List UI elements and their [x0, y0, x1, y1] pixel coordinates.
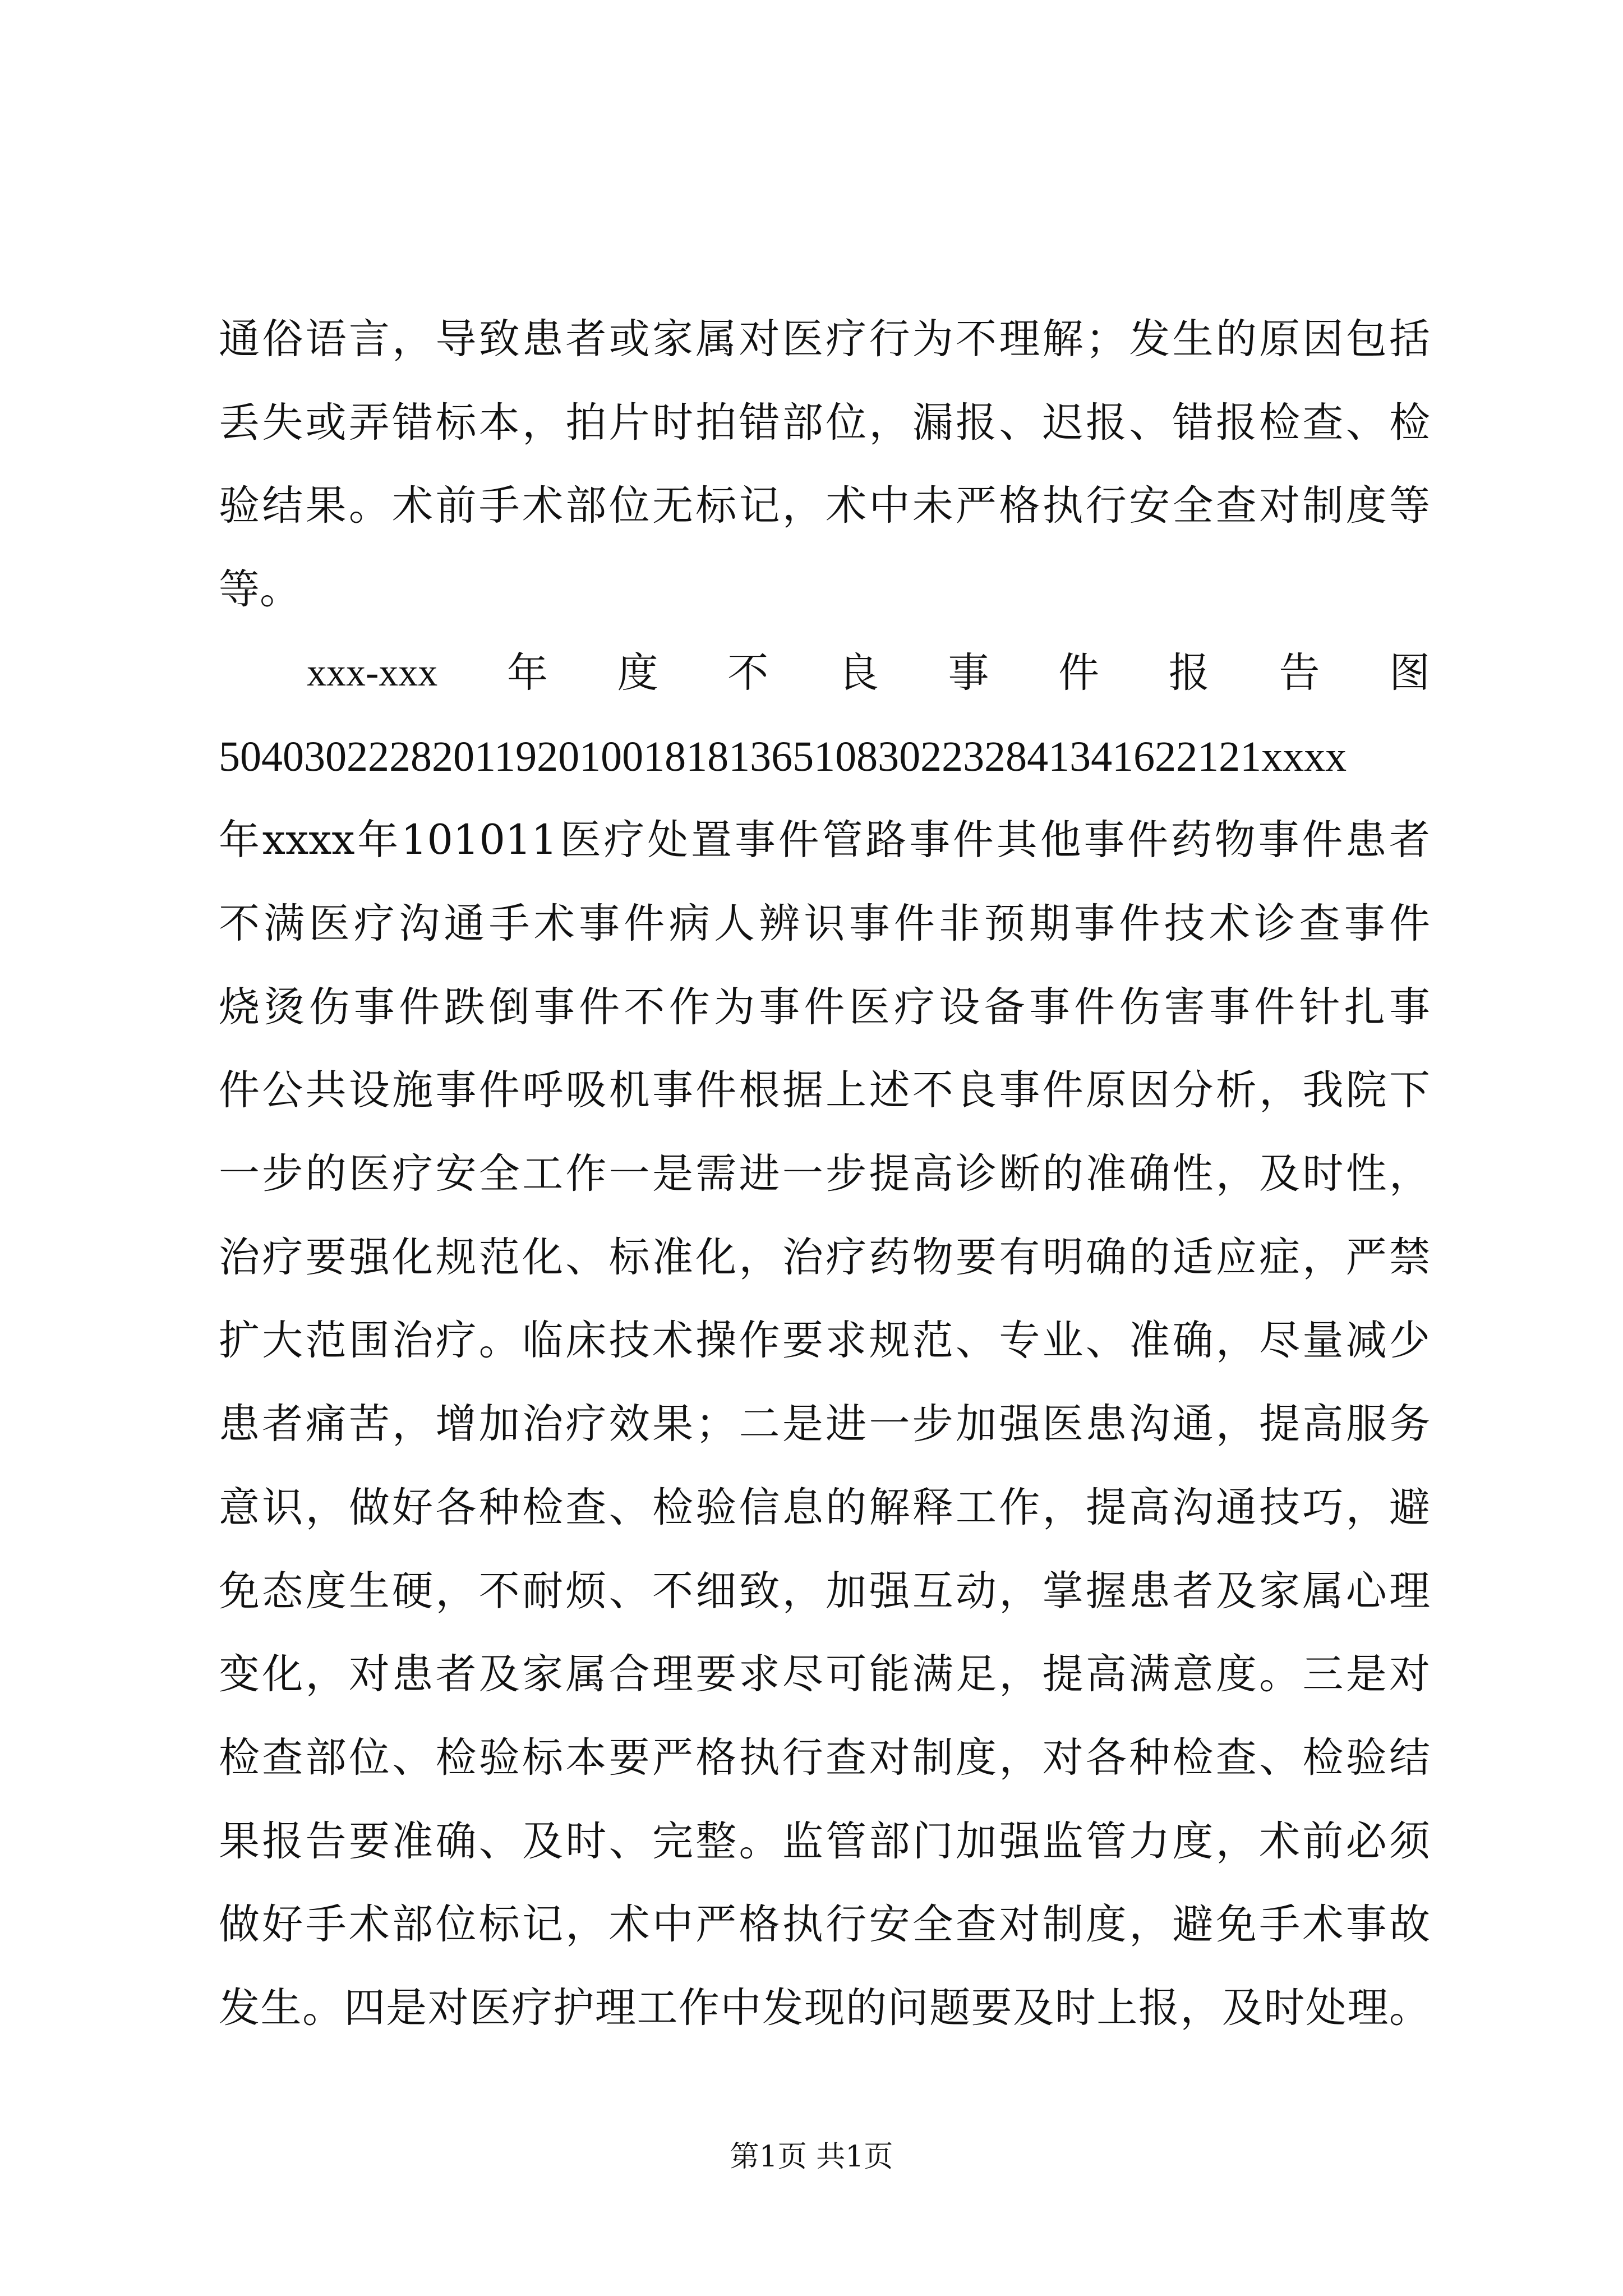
paragraph-line: 意识，做好各种检查、检验信息的解释工作，提高沟通技巧，避	[219, 1483, 1430, 1531]
paragraph-line: 丢失或弄错标本，拍片时拍错部位，漏报、迟报、错报检查、检	[219, 398, 1430, 447]
paragraph-line: 变化，对患者及家属合理要求尽可能满足，提高满意度。三是对	[219, 1650, 1430, 1699]
paragraph-line: 检查部位、检验标本要严格执行查对制度，对各种检查、检验结	[219, 1733, 1430, 1782]
paragraph-line: 一步的医疗安全工作一是需进一步提高诊断的准确性，及时性，	[219, 1150, 1430, 1198]
paragraph-line: 发生。四是对医疗护理工作中发现的问题要及时上报，及时处理。	[219, 1984, 1430, 2032]
chart-title-char: 事	[948, 648, 989, 697]
chart-title-char: 年	[506, 648, 548, 697]
chart-residue-digits: 5040302228201192010018181365108302232841341622121xxxx	[219, 733, 1347, 780]
paragraph-line: 等。	[219, 565, 301, 614]
chart-title-char: 件	[1058, 648, 1100, 697]
paragraph-line: 不满医疗沟通手术事件病人辨识事件非预期事件技术诊查事件	[219, 899, 1430, 947]
chart-title-char: 告	[1279, 648, 1320, 697]
paragraph-line: 验结果。术前手术部位无标记，术中未严格执行安全查对制度等	[219, 482, 1430, 530]
paragraph-line: 患者痛苦，增加治疗效果；二是进一步加强医患沟通，提高服务	[219, 1400, 1430, 1448]
chart-title-char: 图	[1389, 648, 1430, 697]
chart-title-char: 不	[727, 648, 769, 697]
paragraph-line: 免态度生硬，不耐烦、不细致，加强互动，掌握患者及家属心理	[219, 1567, 1430, 1615]
chart-title	[219, 632, 1430, 715]
paragraph-line: 做好手术部位标记，术中严格执行安全查对制度，避免手术事故	[219, 1901, 1430, 1949]
paragraph-line: 年xxxx年101011医疗处置事件管路事件其他事件药物事件患者	[219, 816, 1430, 864]
chart-title-char: 报	[1168, 648, 1210, 697]
page-footer: 第1页 共1页	[730, 2140, 893, 2174]
paragraph-line: 烧烫伤事件跌倒事件不作为事件医疗设备事件伤害事件针扎事	[219, 983, 1430, 1031]
chart-title-char: 良	[837, 648, 879, 697]
paragraph-line: 治疗要强化规范化、标准化，治疗药物要有明确的适应症，严禁	[219, 1233, 1430, 1281]
paragraph-line: 通俗语言，导致患者或家属对医疗行为不理解；发生的原因包括	[219, 315, 1430, 363]
paragraph-line: 果报告要准确、及时、完整。监管部门加强监管力度，术前必须	[219, 1817, 1430, 1865]
chart-residue-line	[219, 715, 1430, 799]
document-body	[219, 298, 1430, 2050]
chart-title-years: xxx-xxx	[307, 651, 438, 694]
paragraph-line: 件公共设施事件呼吸机事件根据上述不良事件原因分析，我院下	[219, 1066, 1430, 1115]
chart-title-char: 度	[617, 648, 658, 697]
paragraph-line: 扩大范围治疗。临床技术操作要求规范、专业、准确，尽量减少	[219, 1317, 1430, 1365]
